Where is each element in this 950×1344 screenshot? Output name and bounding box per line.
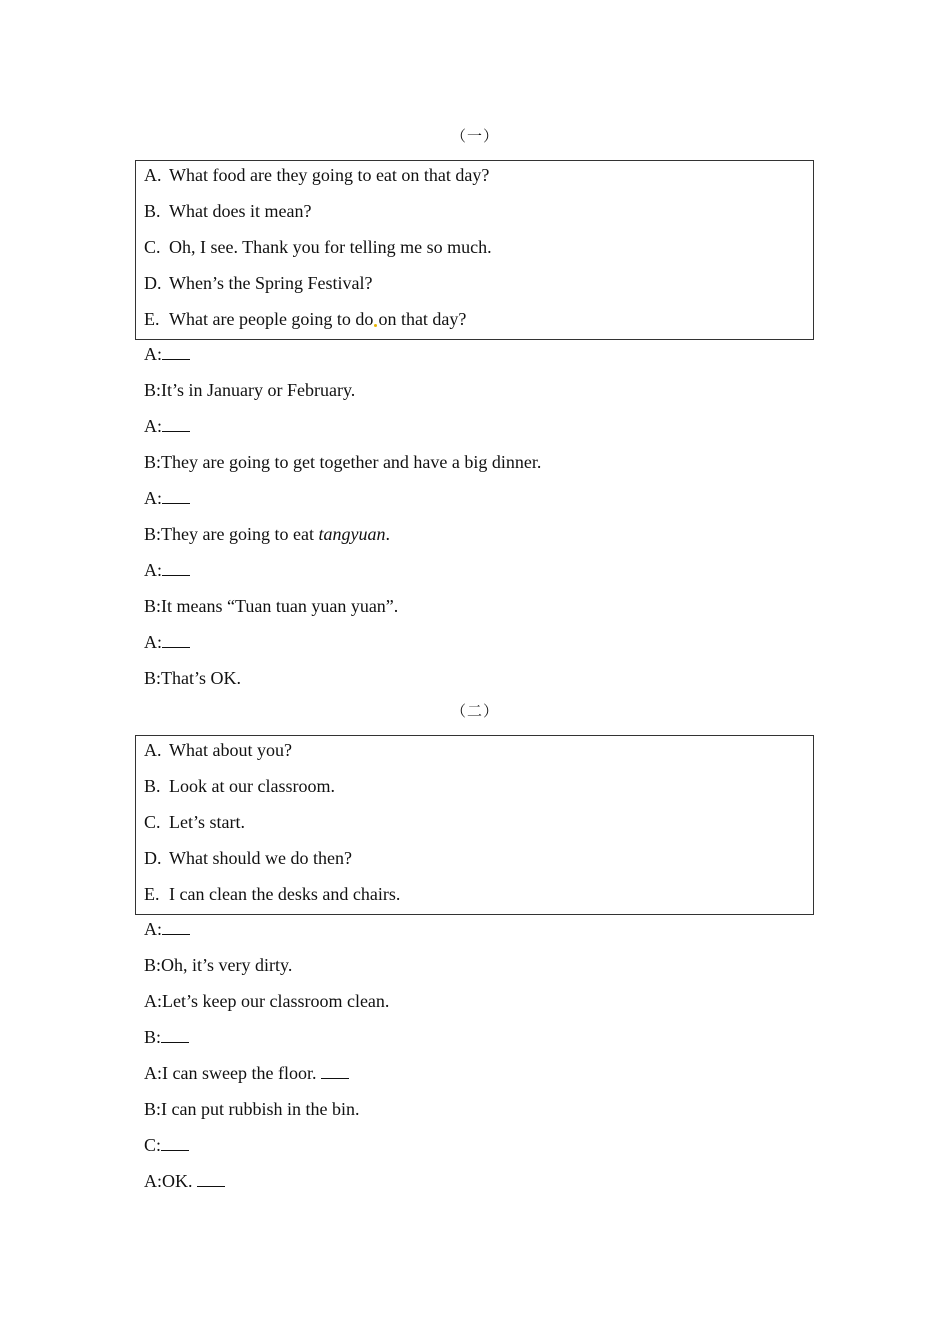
option-text: When’s the Spring Festival? [169,273,373,293]
option-text: Let’s start. [169,812,245,832]
answer-blank[interactable] [161,1132,189,1151]
dialogue-text: That’s OK. [161,668,242,688]
option-letter: E. [144,884,160,904]
speaker-label: A: [144,632,162,652]
dialogue-text: OK. [162,1171,197,1191]
speaker-label: B: [144,955,162,975]
option-item [136,773,813,809]
option-letter: C. [144,812,161,832]
dialogue-text: It means “Tuan tuan yuan yuan”. [161,596,399,616]
dialogue-text-after: . [385,524,390,544]
answer-blank[interactable] [162,557,190,576]
dialogue-line [144,593,824,629]
section-1-title: （一） [450,129,499,145]
section-2-dialogue [144,916,824,1204]
speaker-label: A: [144,919,162,939]
dialogue-text: I can sweep the floor. [162,1063,321,1083]
dialogue-line [144,665,824,701]
dialogue-line [144,629,824,665]
option-letter: D. [144,273,162,293]
option-item [136,306,813,342]
dialogue-text: They are going to get together and have a big dinner. [161,452,542,472]
option-item [136,270,813,306]
option-item [136,737,813,773]
answer-blank[interactable] [321,1060,349,1079]
answer-blank[interactable] [162,629,190,648]
option-text-before: What are people going to do [169,309,374,329]
option-item [136,809,813,845]
option-text: What does it mean? [169,201,312,221]
speaker-label: B: [144,524,162,544]
dialogue-line [144,988,824,1024]
option-item [136,198,813,234]
option-letter: D. [144,848,162,868]
speaker-label: A: [144,344,162,364]
speaker-label: A: [144,1063,162,1083]
dialogue-line [144,341,824,377]
option-text-after: on that day? [378,309,467,329]
dialogue-italic-word: tangyuan [318,524,386,544]
option-item [136,845,813,881]
dialogue-line [144,413,824,449]
option-item [136,162,813,198]
speaker-label: B: [144,1099,162,1119]
answer-blank[interactable] [197,1168,225,1187]
speaker-label: A: [144,560,162,580]
section-1-dialogue [144,341,824,701]
dialogue-text: It’s in January or February. [161,380,356,400]
answer-blank[interactable] [162,341,190,360]
dialogue-text: I can put rubbish in the bin. [161,1099,360,1119]
speaker-label: B: [144,1027,162,1047]
dialogue-line [144,557,824,593]
option-letter: A. [144,740,162,760]
dot-mark-icon [374,324,377,327]
option-item [136,881,813,917]
option-letter: E. [144,309,160,329]
dialogue-line [144,1060,824,1096]
option-text: Look at our classroom. [169,776,335,796]
speaker-label: A: [144,991,162,1011]
dialogue-line [144,1132,824,1168]
speaker-label: A: [144,416,162,436]
option-text: What about you? [169,740,292,760]
section-2-title: （二） [450,704,499,720]
option-letter: B. [144,201,161,221]
option-text: What food are they going to eat on that day? [169,165,490,185]
dialogue-text-before: They are going to eat [161,524,319,544]
answer-blank[interactable] [162,413,190,432]
speaker-label: B: [144,380,162,400]
speaker-label: B: [144,452,162,472]
speaker-label: B: [144,668,162,688]
option-text: I can clean the desks and chairs. [169,884,401,904]
dialogue-line [144,952,824,988]
dialogue-line [144,377,824,413]
dialogue-text: Let’s keep our classroom clean. [162,991,390,1011]
dialogue-line [144,521,824,557]
option-letter: B. [144,776,161,796]
answer-blank[interactable] [161,1024,189,1043]
speaker-label: A: [144,1171,162,1191]
dialogue-line [144,1168,824,1204]
dialogue-line [144,485,824,521]
section-1-options-box [135,160,814,340]
option-text: What should we do then? [169,848,352,868]
dialogue-line [144,1024,824,1060]
dialogue-line [144,1096,824,1132]
speaker-label: A: [144,488,162,508]
answer-blank[interactable] [162,485,190,504]
option-letter: C. [144,237,161,257]
option-text: Oh, I see. Thank you for telling me so much. [169,237,492,257]
answer-blank[interactable] [162,916,190,935]
section-2-options-box [135,735,814,915]
dialogue-line [144,449,824,485]
speaker-label: B: [144,596,162,616]
speaker-label: C: [144,1135,162,1155]
dialogue-text: Oh, it’s very dirty. [161,955,293,975]
option-item [136,234,813,270]
option-letter: A. [144,165,162,185]
dialogue-line [144,916,824,952]
